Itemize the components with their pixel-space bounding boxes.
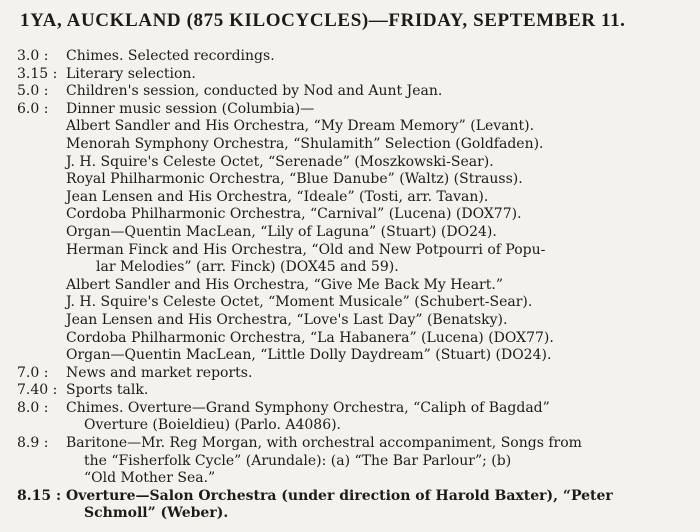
program-item bbox=[66, 330, 700, 348]
program-item bbox=[66, 171, 700, 189]
program-item bbox=[66, 224, 700, 242]
entry-time: 3.0 : bbox=[17, 48, 49, 64]
program-item bbox=[66, 277, 700, 295]
entry-line: Literary selection. bbox=[66, 65, 196, 82]
entry-description bbox=[66, 66, 700, 84]
entry-line: Chimes. Selected recordings. bbox=[66, 48, 275, 64]
entry-description bbox=[66, 488, 700, 523]
program-item bbox=[66, 294, 700, 312]
entry-description bbox=[66, 365, 700, 383]
entry-line: Baritone—Mr. Reg Morgan, with orchestral accompaniment, Songs from bbox=[66, 435, 582, 452]
schedule-heading: 1YA, AUCKLAND (875 KILOCYCLES)—FRIDAY, SEPTEMBER 11. bbox=[20, 10, 626, 31]
program-item-line: Cordoba Philharmonic Orchestra, “La Habanera” (Lucena) (DOX77). bbox=[66, 329, 554, 346]
entry-time: 7.0 : bbox=[17, 364, 49, 381]
entry-line: Children's session, conducted by Nod and Aunt Jean. bbox=[66, 83, 443, 100]
program-item-line: J. H. Squire's Celeste Octet, “Moment Musicale” (Schubert-Sear). bbox=[66, 294, 533, 311]
entry-description bbox=[66, 48, 700, 66]
schedule-entry bbox=[0, 48, 700, 66]
entry-time: 8.15 : bbox=[17, 487, 62, 504]
program-item bbox=[66, 206, 700, 224]
schedule-entry bbox=[0, 83, 700, 101]
entry-time: 5.0 : bbox=[17, 83, 49, 100]
program-item-line: Royal Philharmonic Orchestra, “Blue Danube” (Waltz) (Strauss). bbox=[66, 171, 523, 188]
schedule-entries bbox=[0, 48, 700, 523]
entry-description bbox=[66, 83, 700, 101]
program-item-line: Albert Sandler and His Orchestra, “My Dream Memory” (Levant). bbox=[66, 118, 535, 135]
entry-time: 7.40 : bbox=[17, 382, 58, 399]
entry-description bbox=[66, 435, 700, 488]
program-item bbox=[66, 189, 700, 207]
entry-line: News and market reports. bbox=[66, 364, 253, 381]
entry-line: Chimes. Overture—Grand Symphony Orchestra, “Caliph of Bagdad” bbox=[66, 399, 550, 416]
entry-time: 8.0 : bbox=[17, 399, 49, 416]
program-item bbox=[66, 347, 700, 365]
entry-description bbox=[66, 400, 700, 435]
schedule-entry bbox=[0, 435, 700, 488]
entry-continuation: “Old Mother Sea.” bbox=[84, 470, 216, 487]
entry-time: 8.9 : bbox=[17, 435, 49, 452]
entry-time: 6.0 : bbox=[17, 100, 49, 117]
program-item bbox=[66, 154, 700, 172]
program-item-line: Organ—Quentin MacLean, “Little Dolly Daydream” (Stuart) (DO24). bbox=[66, 347, 552, 364]
program-item bbox=[66, 242, 700, 277]
schedule-entry bbox=[0, 488, 700, 523]
schedule-entry bbox=[0, 382, 700, 400]
schedule-entry bbox=[0, 365, 700, 383]
program-item-continuation: lar Melodies” (arr. Finck) (DOX45 and 59). bbox=[96, 259, 399, 276]
schedule-entry bbox=[0, 400, 700, 435]
entry-line: Sports talk. bbox=[66, 382, 149, 399]
program-item-line: Herman Finck and His Orchestra, “Old and New Potpourri of Popu- bbox=[66, 241, 546, 258]
entry-time: 3.15 : bbox=[17, 65, 58, 82]
program-item-line: Jean Lensen and His Orchestra, “Love's Last Day” (Benatsky). bbox=[66, 311, 508, 328]
program-item-line: Organ—Quentin MacLean, “Lily of Laguna” (Stuart) (DO24). bbox=[66, 223, 497, 240]
program-item-line: Albert Sandler and His Orchestra, “Give Me Back My Heart.” bbox=[66, 276, 503, 293]
entry-line: Overture—Salon Orchestra (under direction of Harold Baxter), “Peter bbox=[66, 487, 613, 504]
program-item bbox=[66, 118, 700, 136]
program-item-line: Menorah Symphony Orchestra, “Shulamith” Selection (Goldfaden). bbox=[66, 135, 544, 152]
program-item bbox=[66, 312, 700, 330]
entry-continuation: Overture (Boieldieu) (Parlo. A4086). bbox=[84, 417, 342, 434]
program-item-line: Jean Lensen and His Orchestra, “Ideale” (Tosti, arr. Tavan). bbox=[66, 188, 489, 205]
entry-line: Dinner music session (Columbia)— bbox=[66, 100, 315, 117]
entry-description bbox=[66, 382, 700, 400]
program-item-line: J. H. Squire's Celeste Octet, “Serenade” (Moszkowski-Sear). bbox=[66, 153, 494, 170]
program-item bbox=[66, 136, 700, 154]
schedule-entry bbox=[0, 101, 700, 365]
entry-continuation: Schmoll” (Weber). bbox=[84, 505, 229, 522]
entry-description bbox=[66, 101, 700, 365]
program-item-line: Cordoba Philharmonic Orchestra, “Carnival” (Lucena) (DOX77). bbox=[66, 206, 522, 223]
schedule-entry bbox=[0, 66, 700, 84]
entry-continuation: the “Fisherfolk Cycle” (Arundale): (a) “The Bar Parlour”; (b) bbox=[84, 452, 512, 469]
